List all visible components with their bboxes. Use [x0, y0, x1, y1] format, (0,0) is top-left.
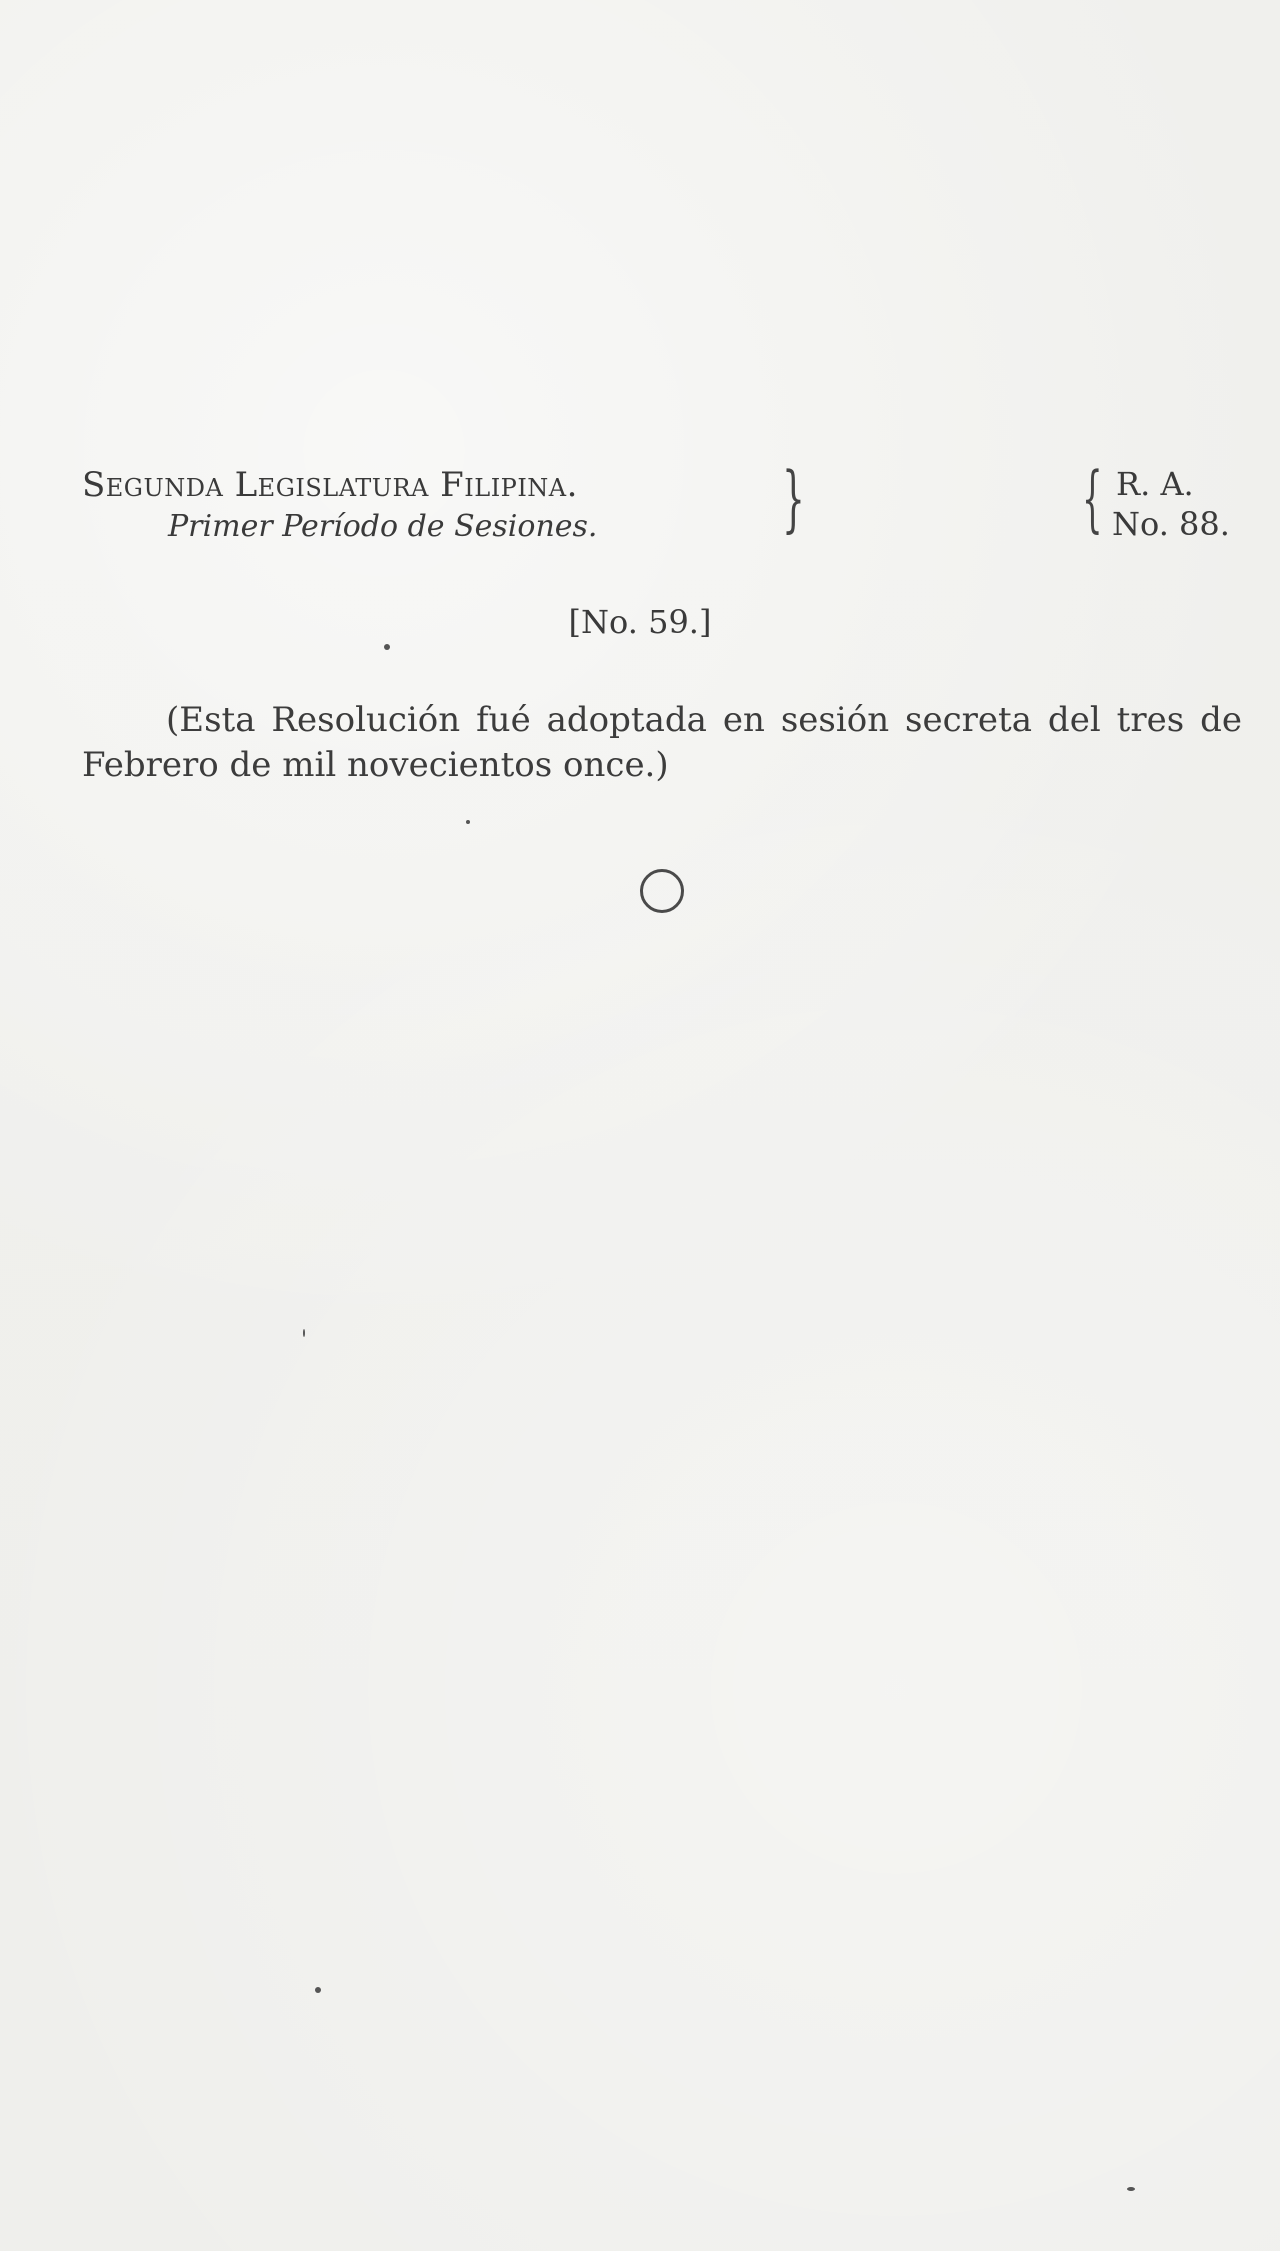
- end-mark-circle-icon: [640, 869, 684, 913]
- legislature-title: Segunda Legislatura Filipina.: [82, 465, 578, 505]
- document-header: [82, 456, 1242, 558]
- resolution-number: No. 88.: [1112, 505, 1230, 543]
- print-speck: [303, 1329, 305, 1337]
- reference-block: [1082, 456, 1242, 558]
- document-number: [No. 59.]: [568, 603, 712, 641]
- print-speck: [315, 1987, 321, 1993]
- resolution-category: R. A.: [1116, 465, 1194, 503]
- session-title: Primer Período de Sesiones.: [168, 509, 598, 544]
- right-brace-icon: {: [1082, 456, 1103, 540]
- resolution-note: (Esta Resolución fué adoptada en sesión secreta del tres de Febrero de mil novecientos once.): [82, 700, 1242, 785]
- print-speck: [384, 644, 390, 650]
- legislature-block: [82, 456, 805, 558]
- print-speck: [1127, 2187, 1135, 2191]
- print-speck: [466, 820, 470, 824]
- left-brace-icon: }: [782, 456, 805, 540]
